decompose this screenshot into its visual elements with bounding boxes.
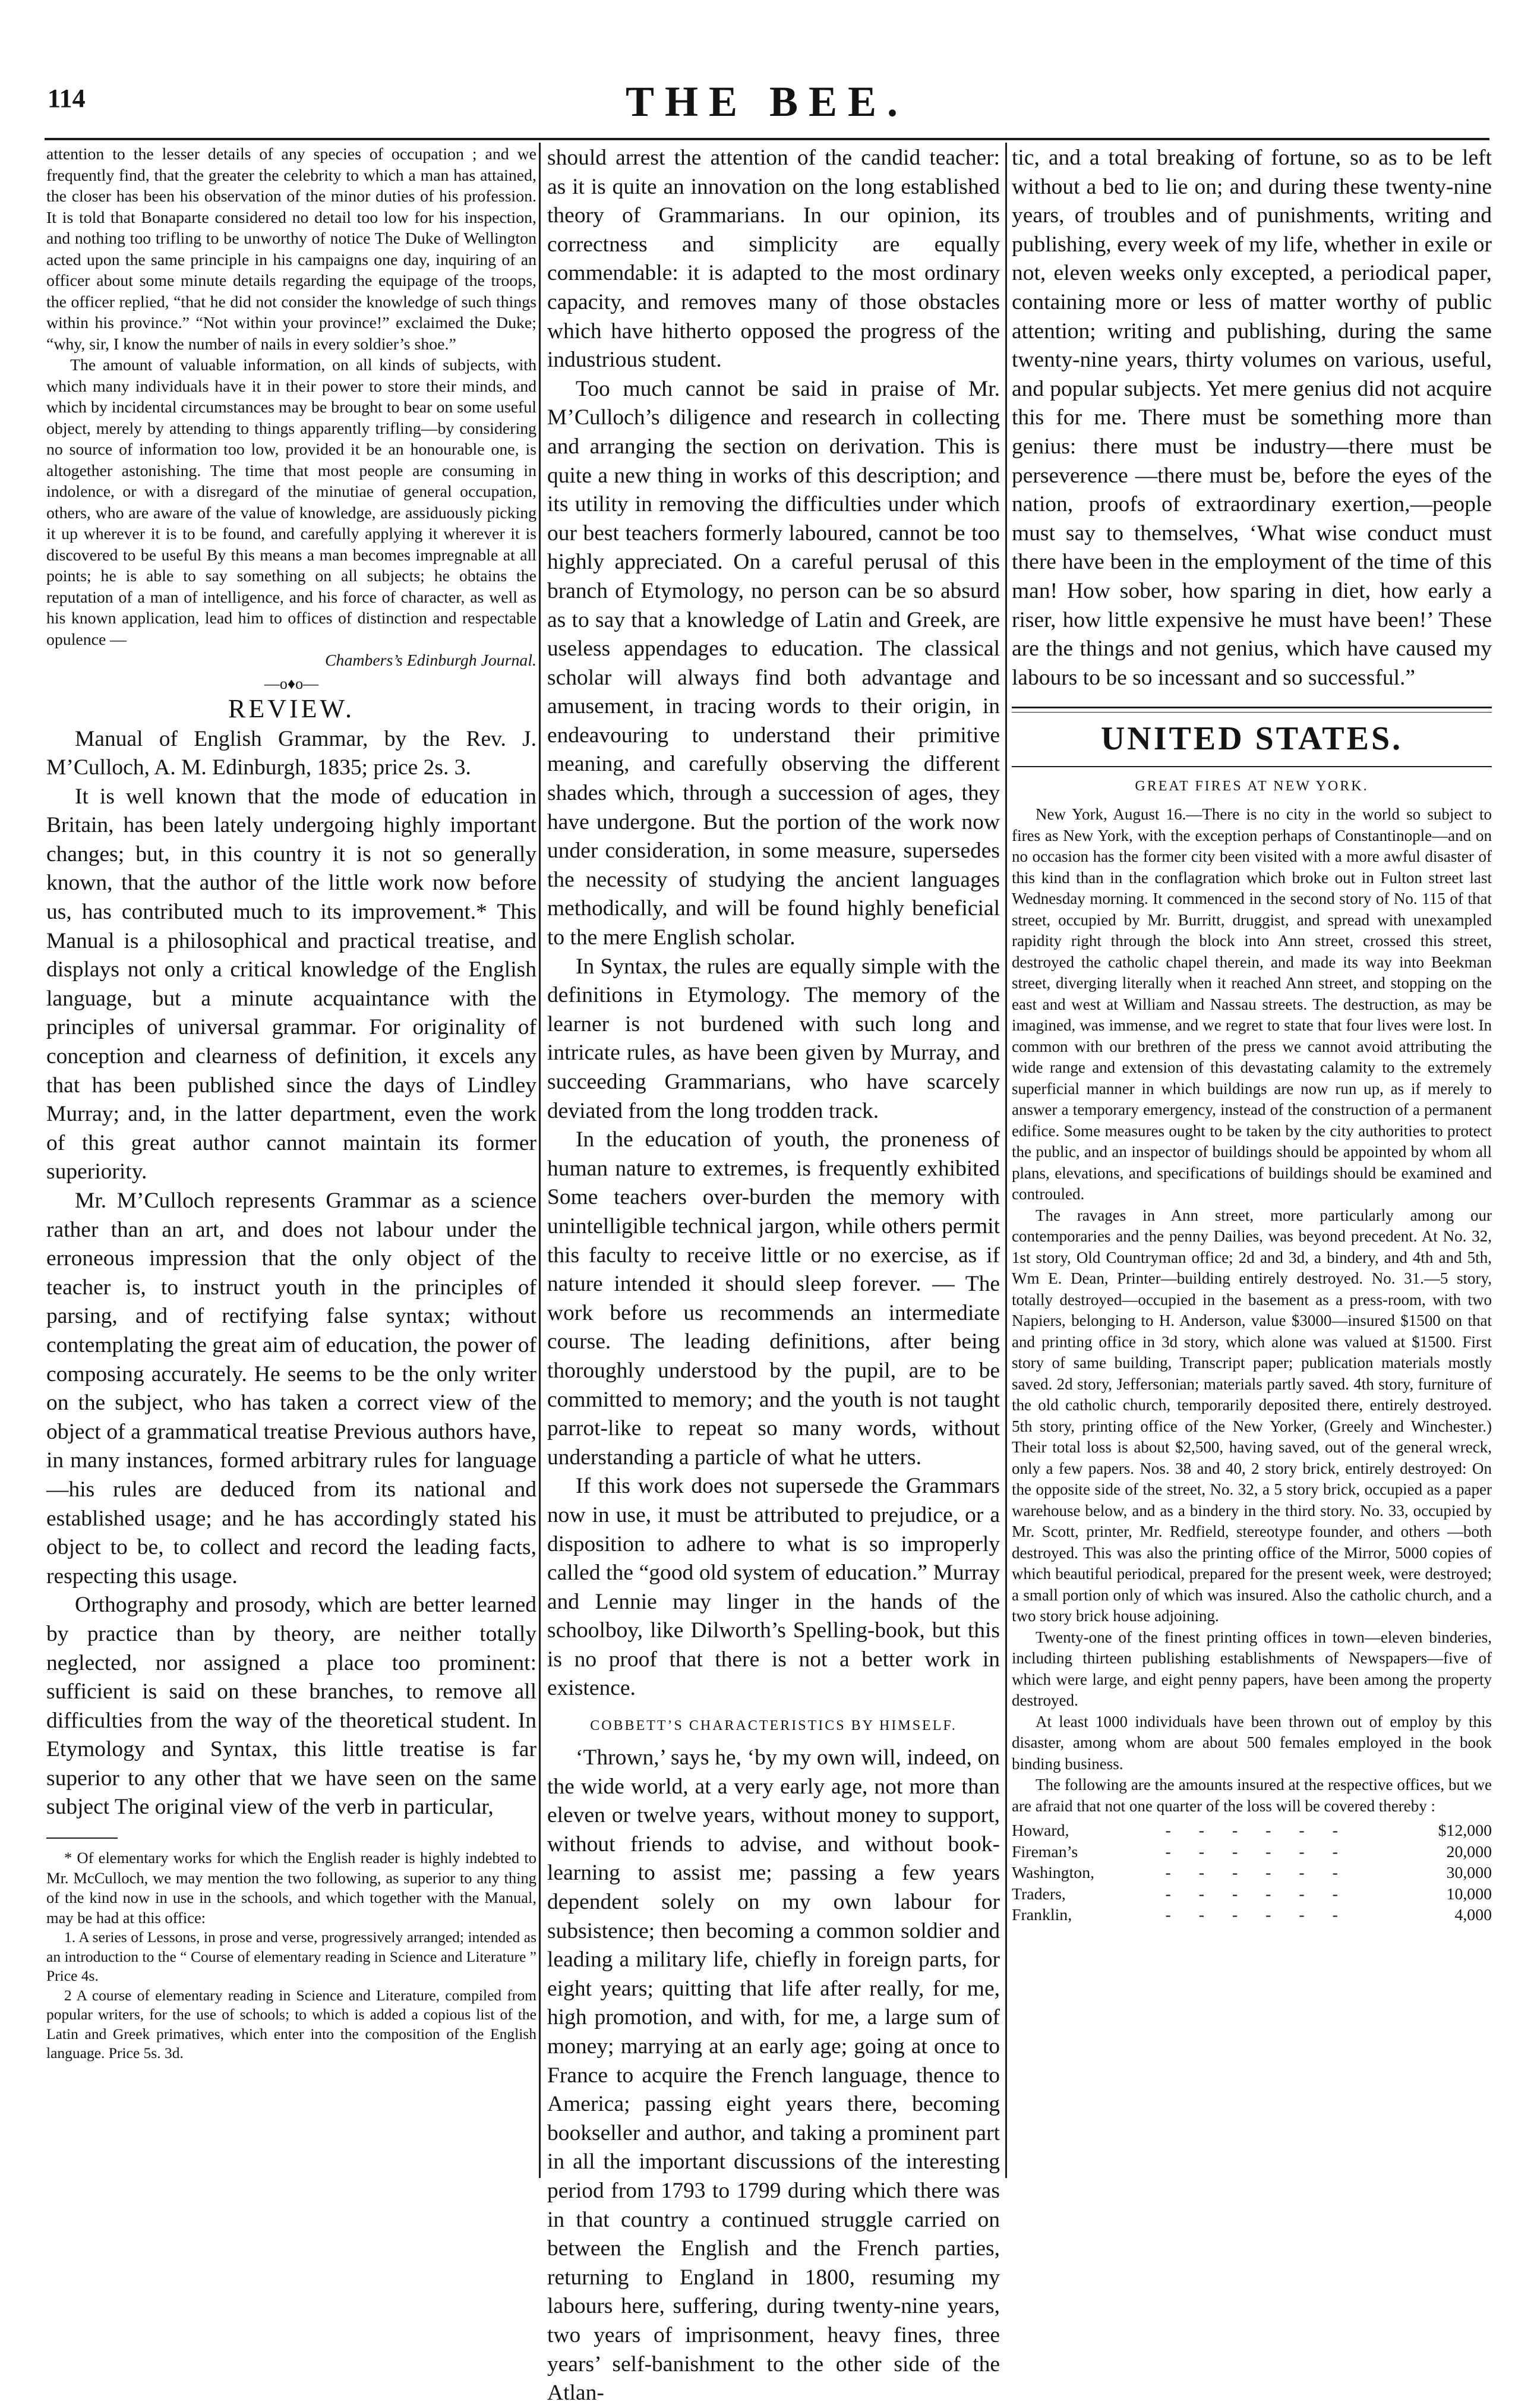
masthead-title: THE BEE. <box>625 78 909 125</box>
paragraph: It is well known that the mode of education in Britain, has been lately undergoing highly important changes; but, in this country it is not so generally known, that the author of the little work now before us, has contributed much to its improvement.* This Manual is a philosophical and practical treatise, and displays not only a critical knowledge of the English language, but a minute acquaintance with the principles of universal grammar. For originality of conception and clearness of definition, it excels any that has been published since the days of Lindley Murray; and, in the latter department, even the work of this great author cannot maintain its former superiority. <box>46 784 536 1184</box>
leader-dashes: - - - - - - <box>1165 1884 1350 1903</box>
table-row <box>1012 1884 1492 1905</box>
column-1 <box>46 144 536 2063</box>
header-rule <box>45 138 1489 140</box>
paragraph: In the education of youth, the proneness of human nature to extremes, is frequently exhibited Some teachers over-burden the memory with unintelligible technical jargon, while others permit this faculty to receive little or no exercise, as if nature intended it should sleep forever. — The work before us recommends an intermediate course. The leading definitions, after being thoroughly understood by the pupil, are to be committed to memory; and the youth is not taught parrot-like to repeat so many words, without understanding a particle of what he utters. <box>547 1127 1000 1470</box>
paragraph: Twenty-one of the finest printing offices in town—eleven binderies, including thirteen publishing establishments of Newspapers—five of which were large, and eight penny papers, have been among the property destroyed. <box>1012 1628 1492 1710</box>
paragraph: Too much cannot be said in praise of Mr. M’Culloch’s diligence and research in collecting and arranging the section on derivation. This is quite a new thing in works of this description; and its utility in removing the difficulties under which our best teachers formerly laboured, cannot be too highly appreciated. On a careful perusal of this branch of Etymology, no person can be so absurd as to say that a knowledge of Latin and Greek, are useless appendages to education. The classical scholar will always find both advantage and amusement, in tracing words to their origin, in endeavouring to understand their primitive meaning, and carefully observing the different shades which, through a succession of ages, they have undergone. But the portion of the work now under consideration, in some measure, supersedes the necessity of studying the ancient languages methodically, and will be found highly beneficial to the mere English scholar. <box>547 376 1000 950</box>
leader-dashes: - - - - - - <box>1165 1821 1350 1840</box>
footnote-rule <box>46 1837 118 1839</box>
column-divider <box>539 143 541 2178</box>
paragraph: New York, August 16.—There is no city in the world so subject to fires as New York, with the exception perhaps of Constantinople—and on no occasion has the former city been visited with a more awful disaster of this kind than in the conflagration which broke out in Fulton street last Wednesday morning. It commenced in the second story of No. 115 of that street, occupied by Mr. Burritt, druggist, and spread with unexampled rapidity right through the block into Ann street, crossed this street, destroyed the catholic chapel therein, and made its way into Beekman street, diverging literally when it reached Ann street, and stopping on the east and west at William and Nassau streets. The destruction, as may be imagined, was immense, and we regret to state that four lives were lost. In common with our brethren of the press we cannot avoid attributing the wide range and extension of this devastating calamity to the extremely superficial manner in which buildings are now run up, as if merely to answer a temporary emergency, instead of the construction of a permanent edifice. Some measures ought to be taken by the city authorities to protect the public, and an inspector of buildings should be appointed by whom all plans, elevations, and specifications of buildings should be examined and controuled. <box>1012 805 1492 1203</box>
office-name: Howard, <box>1012 1821 1069 1840</box>
section-heading-united-states: UNITED STATES. <box>1100 720 1403 758</box>
office-name: Washington, <box>1012 1864 1095 1883</box>
footnote-item: 1. A series of Lessons, in prose and verse, progressively arranged; intended as an introduction to the “ Course of elementary reading in Science and Literature ” Price 4s. <box>46 1928 536 1985</box>
table-row <box>1012 1820 1492 1842</box>
paragraph: Orthography and prosody, which are better learned by practice than by theory, are neither totally neglected, nor assigned a place too prominent: sufficient is said on these branches, to remove all difficulties from the way of the theoretical student. In Etymology and Syntax, this little treatise is far superior to any other that we have seen on the same subject The original view of the verb in particular, <box>46 1593 536 1820</box>
column-3 <box>1012 144 1492 1926</box>
paragraph: The following are the amounts insured at the respective offices, but we are afraid that not one quarter of the loss will be covered thereby : <box>1012 1776 1492 1815</box>
review-title: Manual of English Grammar, by the Rev. J. M’Culloch, A. M. Edinburgh, 1835; price 2s. 3. <box>46 726 536 780</box>
column-2 <box>547 144 1000 2408</box>
paragraph: tic, and a total breaking of fortune, so as to be left without a bed to lie on; and during these twenty-nine years, of troubles and of punishments, writing and publishing, every week of my life, whether in exile or not, eleven weeks only excepted, a periodical paper, containing more or less of matter worthy of public attention; writing and publishing, during the same twenty-nine years, thirty volumes on various, useful, and popular subjects. Yet mere genius did not acquire this for me. There must be something more than genius: there must be industry—there must be perseverence —there must be, before the eyes of the nation, proofs of extraordinary exertion,—people must say to themselves, ‘What wise conduct must there have been in the employment of the time of this man! How sober, how sparing in diet, how early a riser, how little expensive he must have been!’ These are the things and not genius, which have caused my labours to be so incessant and so successful.” <box>1012 146 1492 690</box>
paragraph: In Syntax, the rules are equally simple with the definitions in Etymology. The memory of the learner is not burdened with such long and intricate rules, as have been given by Murray, and succeeding Grammarians, who have scarcely deviated from the long trodden track. <box>547 954 1000 1123</box>
column-divider <box>1005 143 1007 2178</box>
footnote-item: 2 A course of elementary reading in Science and Literature, compiled from popular writers, for the use of schools; to which is added a copious list of the Latin and Greek primatives, which enter into the composition of the English language. Price 5s. 3d. <box>46 1986 536 2062</box>
insurance-table <box>1012 1820 1492 1926</box>
insured-amount: 4,000 <box>1454 1906 1492 1925</box>
leader-dashes: - - - - - - <box>1165 1842 1350 1861</box>
paragraph: At least 1000 individuals have been thrown out of employ by this disaster, among whom are about 500 females employed in the book binding business. <box>1012 1712 1492 1773</box>
office-name: Traders, <box>1012 1884 1066 1903</box>
insured-amount: $12,000 <box>1438 1821 1492 1840</box>
table-row <box>1012 1842 1492 1863</box>
paragraph: Mr. M’Culloch represents Grammar as a science rather than an art, and does not labour under the erroneous impression that the only object of the teacher is, to instruct youth in the principles of parsing, and of rectifying false syntax; without contemplating the great aim of education, the power of composing accurately. He seems to be the only writer on the subject, who has taken a correct view of the object of a grammatical treatise Previous authors have, in many instances, formed arbitrary rules for language—his rules are deduced from its national and established usage; and he has accordingly stated his object to be, to collect and record the leading facts, respecting this usage. <box>46 1189 536 1588</box>
insured-amount: 30,000 <box>1446 1864 1492 1883</box>
leader-dashes: - - - - - - <box>1165 1906 1350 1925</box>
office-name: Franklin, <box>1012 1906 1072 1925</box>
leader-dashes: - - - - - - <box>1165 1864 1350 1883</box>
insured-amount: 20,000 <box>1446 1842 1492 1861</box>
table-row <box>1012 1862 1492 1884</box>
table-row <box>1012 1905 1492 1926</box>
page-number: 114 <box>48 84 86 113</box>
source-attribution: Chambers’s Edinburgh Journal. <box>325 651 536 670</box>
ornament-divider: —o♦o— <box>264 675 319 692</box>
section-heading-review: REVIEW. <box>228 694 355 723</box>
footnote: * Of elementary works for which the English reader is highly indebted to Mr. McCulloch, we may mention the two following, as superior to any thing of the kind now in use in the schools, and which together with the Manual, may be had at this office: <box>46 1849 536 1927</box>
paragraph: attention to the lesser details of any species of occupation ; and we frequently find, that the greater the celebrity to which a man has attained, the closer has been his observation of the minor duties of his profession. It is told that Bonaparte considered no detail too low for his inspection, and nothing too trifling to be unworthy of notice The Duke of Wellington acted upon the same principle in his campaigns one day, inquiring of an officer about some minute details regarding the equipage of the troops, the officer replied, “that he did not consider the knowledge of such things within his province.” “Not within your province!” exclaimed the Duke; “why, sir, I know the number of nails in every soldier’s shoe.” <box>46 145 536 354</box>
paragraph: should arrest the attention of the candid teacher: as it is quite an innovation on the long established theory of Grammarians. In our opinion, its correctness and simplicity are equally commendable: it is adapted to the most ordinary capacity, and removes many of those obstacles which have hitherto opposed the progress of the industrious student. <box>547 146 1000 373</box>
section-rule <box>1012 766 1492 767</box>
page-header <box>42 77 1492 134</box>
office-name: Fireman’s <box>1012 1842 1078 1861</box>
article-heading-cobbett: COBBETT’S CHARACTERISTICS BY HIMSELF. <box>590 1718 957 1734</box>
paragraph: If this work does not supersede the Grammars now in use, it must be attributed to prejudice, or a disposition to adhere to what is so improperly called the “good old system of education.” Murray and Lennie may linger in the hands of the schoolboy, like Dilworth’s Spelling-book, but this is no proof that there is not a better work in existence. <box>547 1474 1000 1701</box>
paragraph: The ravages in Ann street, more particularly among our contemporaries and the penny Dailies, was beyond precedent. At No. 32, 1st story, Old Countryman office; 2d and 3d, a bindery, and 4th and 5th, Wm E. Dean, Printer—building entirely destroyed. No. 31.—5 story, totally destroyed—occupied in the basement as a press-room, with two Napiers, belonging to H. Anderson, value $3000—insured $1500 on that and printing office in 3d story, which alone was valued at $1500. First story of same building, Transcript paper; publication materials mostly saved. 2d story, Jeffersonian; materials partly saved. 4th story, furniture of the old catholic church, temporarily deposited there, entirely destroyed. 5th story, printing office of the New Yorker, (Greely and Winchester.) Their total loss is about $2,500, having saved, out of the general wreck, only a few papers. Nos. 38 and 40, 2 story brick, entirely destroyed: On the opposite side of the street, No. 32, a 5 story brick, occupied as a paper warehouse below, and as a bindery in the third story. No. 33, occupied by Mr. Scott, printer, Mr. Redfield, stereotype founder, and others —both destroyed. This was also the printing office of the Mirror, 5000 copies of which beautiful periodical, prepared for the present week, were destroyed; a small portion only of which was insured. Also the catholic church, and a two story brick house adjoining. <box>1012 1206 1492 1625</box>
paragraph: ‘Thrown,’ says he, ‘by my own will, indeed, on the wide world, at a very early age, not more than eleven or twelve years, without money to support, without friends to advise, and without book-learning to assist me; passing a few years dependent solely on my own labour for subsistence; then becoming a common soldier and leading a military life, chiefly in foreign parts, for eight years; quitting that life after really, for me, high promotion, and with, for me, a large sum of money; marrying at an early age; going at once to France to acquire the French language, thence to America; passing eight years there, becoming bookseller and author, and taking a prominent part in all the important discussions of the interesting period from 1793 to 1799 during which there was in that country a continued struggle carried on between the English and the French parties, returning to England in 1800, resuming my labours here, suffering, during twenty-nine years, two years of imprisonment, heavy fines, three years’ self-banishment to the other side of the Atlan- <box>547 1745 1000 2406</box>
article-heading-fires: GREAT FIRES AT NEW YORK. <box>1135 778 1369 795</box>
section-rule <box>1012 707 1492 713</box>
paragraph: The amount of valuable information, on all kinds of subjects, with which many individuals have it in their power to store their minds, and which by incidental circumstances may be brought to bear on some useful object, merely by attending to things apparently trifling—by considering no source of information too low, provided it be an honourable one, is altogether astonishing. The time that most people are consuming in indolence, or with a disregard of the minutiae of general occupation, others, who are aware of the value of knowledge, are assiduously picking it up wherever it is to be found, and carefully applying it wherever it is discovered to be useful By this means a man becomes impregnable at all points; he is able to say something on all subjects; he obtains the reputation of a man of intelligence, and his force of character, as well as his known application, lead him to offices of distinction and respectable opulence — <box>46 356 536 649</box>
insured-amount: 10,000 <box>1446 1884 1492 1903</box>
